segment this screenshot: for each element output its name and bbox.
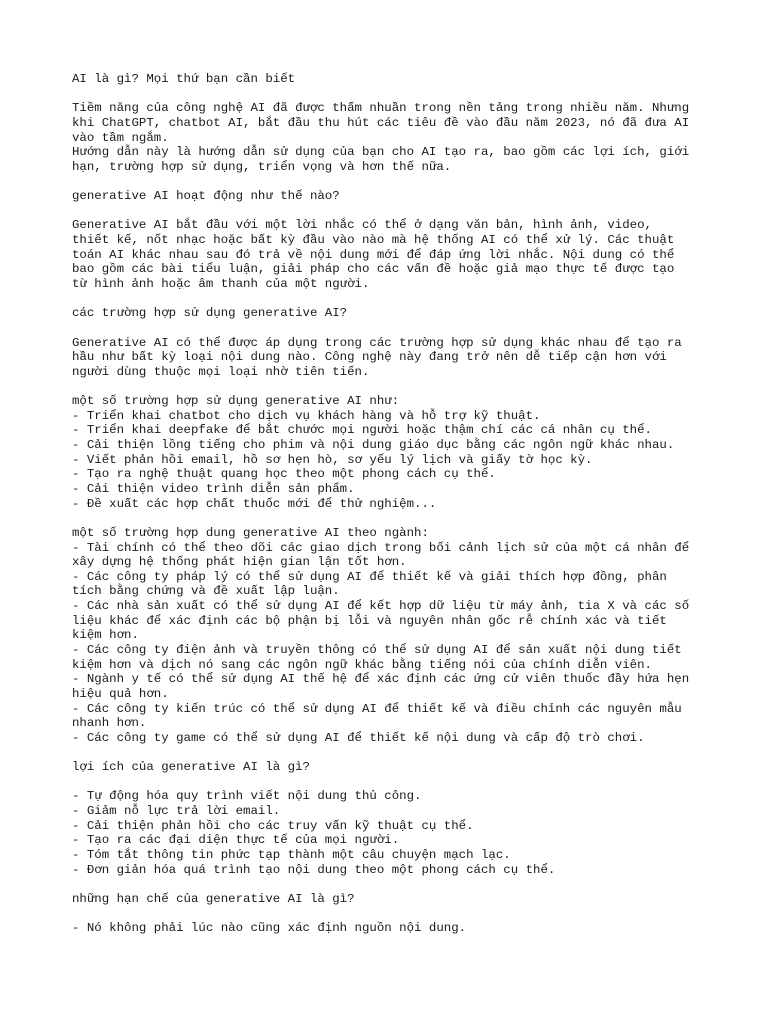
text-line: - Giảm nỗ lực trả lời email. bbox=[72, 804, 281, 819]
text-line: - Các công ty kiến trúc có thể sử dụng AI để thiết kế và điều chỉnh các nguyên mẫu bbox=[72, 701, 682, 716]
text-line: tích bằng chứng và đề xuất lập luận. bbox=[72, 584, 340, 599]
text-line: - Tạo ra nghệ thuật quang học theo một phong cách cụ thể. bbox=[72, 467, 496, 482]
blank-line bbox=[72, 204, 732, 219]
text-line: - Triển khai chatbot cho dịch vụ khách hàng và hỗ trợ kỹ thuật. bbox=[72, 408, 541, 423]
blank-line bbox=[72, 321, 732, 336]
text-line: hạn, trường hợp sử dụng, triển vọng và hơn thế nữa. bbox=[72, 159, 452, 174]
blank-line bbox=[72, 775, 732, 790]
text-line: - Tóm tắt thông tin phức tạp thành một câu chuyện mạch lạc. bbox=[72, 847, 511, 862]
blank-line bbox=[72, 87, 732, 102]
text-line: - Các công ty điện ảnh và truyền thông có thể sử dụng AI để sản xuất nội dung tiết bbox=[72, 642, 682, 657]
text-line: - Viết phản hồi email, hồ sơ hẹn hò, sơ yếu lý lịch và giấy tờ học kỳ. bbox=[72, 452, 593, 467]
text-line: những hạn chế của generative AI là gì? bbox=[72, 891, 355, 906]
text-line: - Cải thiện phản hồi cho các truy vấn kỹ thuật cụ thể. bbox=[72, 818, 474, 833]
text-line: xây dựng hệ thống phát hiện gian lận tốt hơn. bbox=[72, 555, 407, 570]
text-line: kiệm hơn và dịch nó sang các ngôn ngữ khác bằng tiếng nói của chính diễn viên. bbox=[72, 657, 652, 672]
text-line: - Tạo ra các đại diện thực tế của mọi người. bbox=[72, 833, 400, 848]
text-line: - Các nhà sản xuất có thể sử dụng AI để kết hợp dữ liệu từ máy ảnh, tia X và các số bbox=[72, 599, 690, 614]
text-line: Generative AI có thể được áp dụng trong các trường hợp sử dụng khác nhau để tạo ra bbox=[72, 335, 682, 350]
text-line: - Cải thiện lồng tiếng cho phim và nội dung giáo dục bằng các ngôn ngữ khác nhau. bbox=[72, 438, 675, 453]
text-line: Hướng dẫn này là hướng dẫn sử dụng của bạn cho AI tạo ra, bao gồm các lợi ích, giới bbox=[72, 145, 690, 160]
text-line: nhanh hơn. bbox=[72, 716, 147, 731]
blank-line bbox=[72, 907, 732, 922]
text-line: - Đơn giản hóa quá trình tạo nội dung theo một phong cách cụ thể. bbox=[72, 862, 556, 877]
text-line: khi ChatGPT, chatbot AI, bắt đầu thu hút các tiêu đề vào đầu năm 2023, nó đã đưa AI bbox=[72, 115, 690, 130]
text-line: - Ngành y tế có thể sử dụng AI thế hệ để xác định các ứng cử viên thuốc đầy hứa hẹn bbox=[72, 672, 690, 687]
blank-line bbox=[72, 511, 732, 526]
text-line: - Các công ty pháp lý có thể sử dụng AI để thiết kế và giải thích hợp đồng, phân bbox=[72, 569, 667, 584]
text-line: thiết kế, nốt nhạc hoặc bất kỳ đầu vào nào mà hệ thống AI có thể xử lý. Các thuật bbox=[72, 233, 675, 248]
text-line: kiệm hơn. bbox=[72, 628, 139, 643]
text-line: - Nó không phải lúc nào cũng xác định nguồn nội dung. bbox=[72, 921, 467, 936]
text-line: lợi ích của generative AI là gì? bbox=[72, 760, 310, 775]
text-line: bao gồm các bài tiểu luận, giải pháp cho các vấn đề hoặc giả mạo thực tế được tạo bbox=[72, 262, 675, 277]
text-line: - Tự động hóa quy trình viết nội dung thủ công. bbox=[72, 789, 422, 804]
text-line: - Cải thiện video trình diễn sản phẩm. bbox=[72, 481, 355, 496]
blank-line bbox=[72, 379, 732, 394]
document-page bbox=[72, 72, 732, 936]
text-line: hiệu quả hơn. bbox=[72, 686, 169, 701]
text-line: Tiềm năng của công nghệ AI đã được thấm nhuần trong nền tảng trong nhiều năm. Nhưng bbox=[72, 101, 690, 116]
text-line: vào tầm ngắm. bbox=[72, 130, 169, 145]
text-line: toán AI khác nhau sau đó trả về nội dung mới để đáp ứng lời nhắc. Nội dung có thể bbox=[72, 247, 675, 262]
text-line: Generative AI bắt đầu với một lời nhắc có thể ở dạng văn bản, hình ảnh, video, bbox=[72, 218, 652, 233]
text-line: liệu khác để xác định các bộ phận bị lỗi và nguyên nhân gốc rễ chính xác và tiết bbox=[72, 613, 667, 628]
text-line: AI là gì? Mọi thứ bạn cần biết bbox=[72, 72, 296, 86]
text-line: từ hình ảnh hoặc âm thanh của một người. bbox=[72, 276, 370, 291]
text-line: người dùng thuộc mọi loại nhờ tiên tiến. bbox=[72, 364, 370, 379]
text-line: - Đề xuất các hợp chất thuốc mới để thử nghiệm... bbox=[72, 496, 437, 511]
blank-line bbox=[72, 292, 732, 307]
text-line: - Tài chính có thể theo dõi các giao dịch trong bối cảnh lịch sử của một cá nhân để bbox=[72, 540, 690, 555]
text-line: hầu như bất kỳ loại nội dung nào. Công nghệ này đang trở nên dễ tiếp cận hơn với bbox=[72, 350, 667, 365]
text-line: một số trường hợp dung generative AI theo ngành: bbox=[72, 525, 429, 540]
text-line: các trường hợp sử dụng generative AI? bbox=[72, 306, 348, 321]
text-line: - Triển khai deepfake để bắt chước mọi người hoặc thậm chí các cá nhân cụ thể. bbox=[72, 423, 652, 438]
blank-line bbox=[72, 174, 732, 189]
text-line: một số trường hợp sử dụng generative AI như: bbox=[72, 394, 400, 409]
blank-line bbox=[72, 877, 732, 892]
blank-line bbox=[72, 745, 732, 760]
text-line: - Các công ty game có thể sử dụng AI để thiết kế nội dung và cấp độ trò chơi. bbox=[72, 730, 645, 745]
text-line: generative AI hoạt động như thế nào? bbox=[72, 189, 340, 204]
